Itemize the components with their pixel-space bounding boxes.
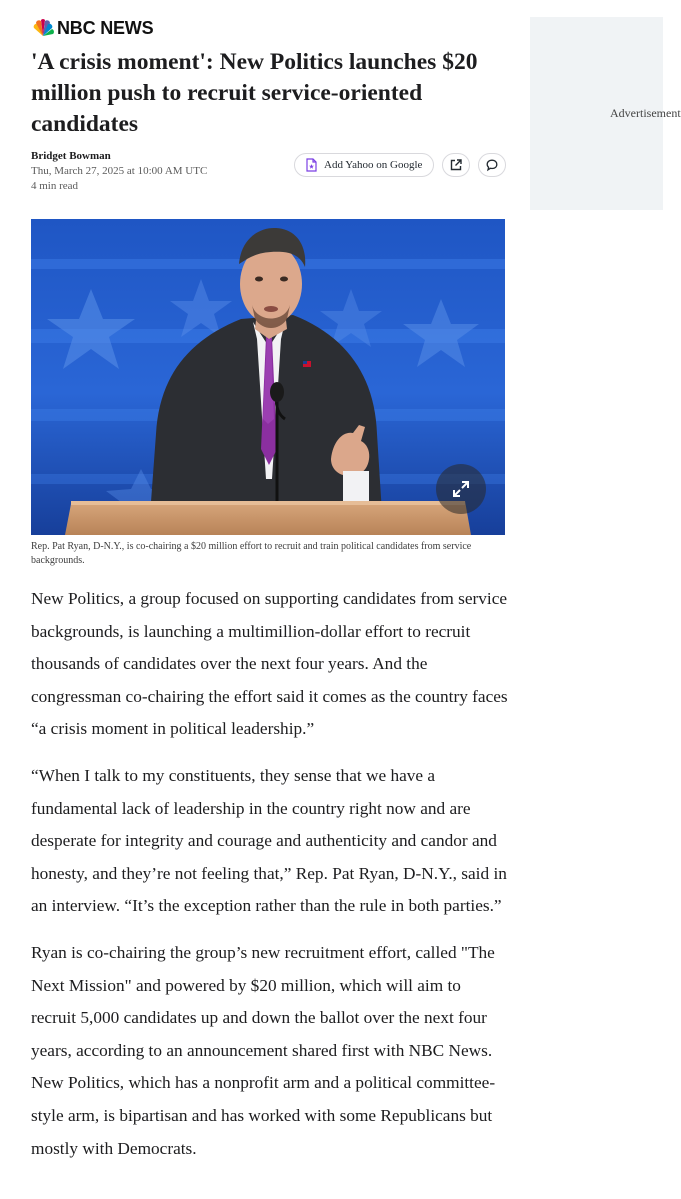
read-time: 4 min read [31,180,79,192]
byline [31,149,207,194]
article-body [31,583,509,1179]
comment-bubble-icon [486,159,498,171]
body-paragraph-2: “When I talk to my constituents, they sense that we have a fundamental lack of leadership in the country right now and are desperate for integrity and courage and authenticity and candor and honesty, and they’re not feeling that,” Rep. Pat Ryan, D-N.Y., said in an interview. “It’s the exception rather than the rule in both parties.” [31,765,507,916]
author-name[interactable]: Bridget Bowman [31,150,111,162]
add-yahoo-on-google-button[interactable] [294,153,434,177]
article-headline: 'A crisis moment': New Politics launches $20 million push to recruit service-oriented candidates [31,49,478,137]
google-news-icon [304,158,318,172]
expand-photo-button[interactable] [436,464,486,514]
photo-scene [31,219,505,535]
nbc-news-logo[interactable] [31,17,153,39]
body-paragraph-3: Ryan is co-chairing the group’s new recruitment effort, called "The Next Mission" and powered by $20 million, which will aim to recruit 5,000 candidates up and down the ballot over the next four years, according to an announcement shared first with NBC News. New Politics, which has a nonprofit arm and a political committee-style arm, is bipartisan and has worked with some Republicans but mostly with Democrats. [31,942,496,1158]
share-external-icon [450,159,462,171]
add-yahoo-on-google-label: Add Yahoo on Google [324,159,423,171]
advertisement-slot[interactable] [530,17,681,210]
advertisement-label: Advertisement [610,106,681,120]
expand-icon [451,479,471,499]
article-photo[interactable] [31,219,505,535]
photo-caption: Rep. Pat Ryan, D-N.Y., is co-chairing a $20 million effort to recruit and train political candidates from service backgrounds. [31,541,472,566]
share-button[interactable] [442,153,470,177]
article-actions [294,153,506,177]
peacock-icon [31,19,55,37]
body-paragraph-1: New Politics, a group focused on supporting candidates from service backgrounds, is launching a multimillion-dollar effort to recruit thousands of candidates over the next four years. And the congressman co-chairing the effort said it comes as the country faces “a crisis moment in political leadership.” [31,589,508,739]
brand-name: NBC NEWS [57,17,154,38]
comments-button[interactable] [478,153,506,177]
publish-date: Thu, March 27, 2025 at 10:00 AM UTC [31,165,208,177]
